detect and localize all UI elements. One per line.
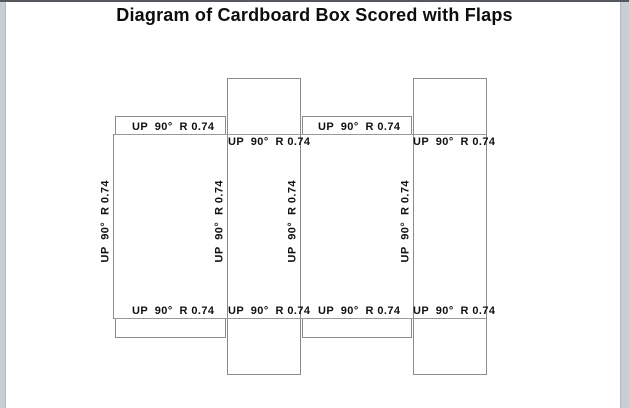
side-panel-1-left-score-line <box>113 134 114 319</box>
score-label-top-3: UP 90° R 0.74 <box>318 121 401 133</box>
score-label-bottom-3: UP 90° R 0.74 <box>318 305 401 317</box>
bottom-fold-score-line <box>113 318 486 319</box>
score-label-vertical-2: UP 90° R 0.74 <box>213 180 226 263</box>
score-label-vertical-3: UP 90° R 0.74 <box>286 180 299 263</box>
score-label-top-4: UP 90° R 0.74 <box>413 136 496 148</box>
side-panel-1-bottom-flap <box>115 318 226 338</box>
score-label-bottom-4: UP 90° R 0.74 <box>413 305 496 317</box>
top-fold-score-line <box>113 134 486 135</box>
end-panel-column-right <box>413 78 487 375</box>
diagram-title: Diagram of Cardboard Box Scored with Flaps <box>116 5 513 25</box>
score-label-vertical-4: UP 90° R 0.74 <box>399 180 412 263</box>
side-panel-2-bottom-flap <box>302 318 412 338</box>
score-label-vertical-1: UP 90° R 0.74 <box>99 180 112 263</box>
score-label-bottom-2: UP 90° R 0.74 <box>228 305 311 317</box>
drawing-page <box>5 2 621 408</box>
score-label-bottom-1: UP 90° R 0.74 <box>132 305 215 317</box>
score-label-top-2: UP 90° R 0.74 <box>228 136 311 148</box>
score-label-top-1: UP 90° R 0.74 <box>132 121 215 133</box>
window-top-border <box>0 0 629 2</box>
